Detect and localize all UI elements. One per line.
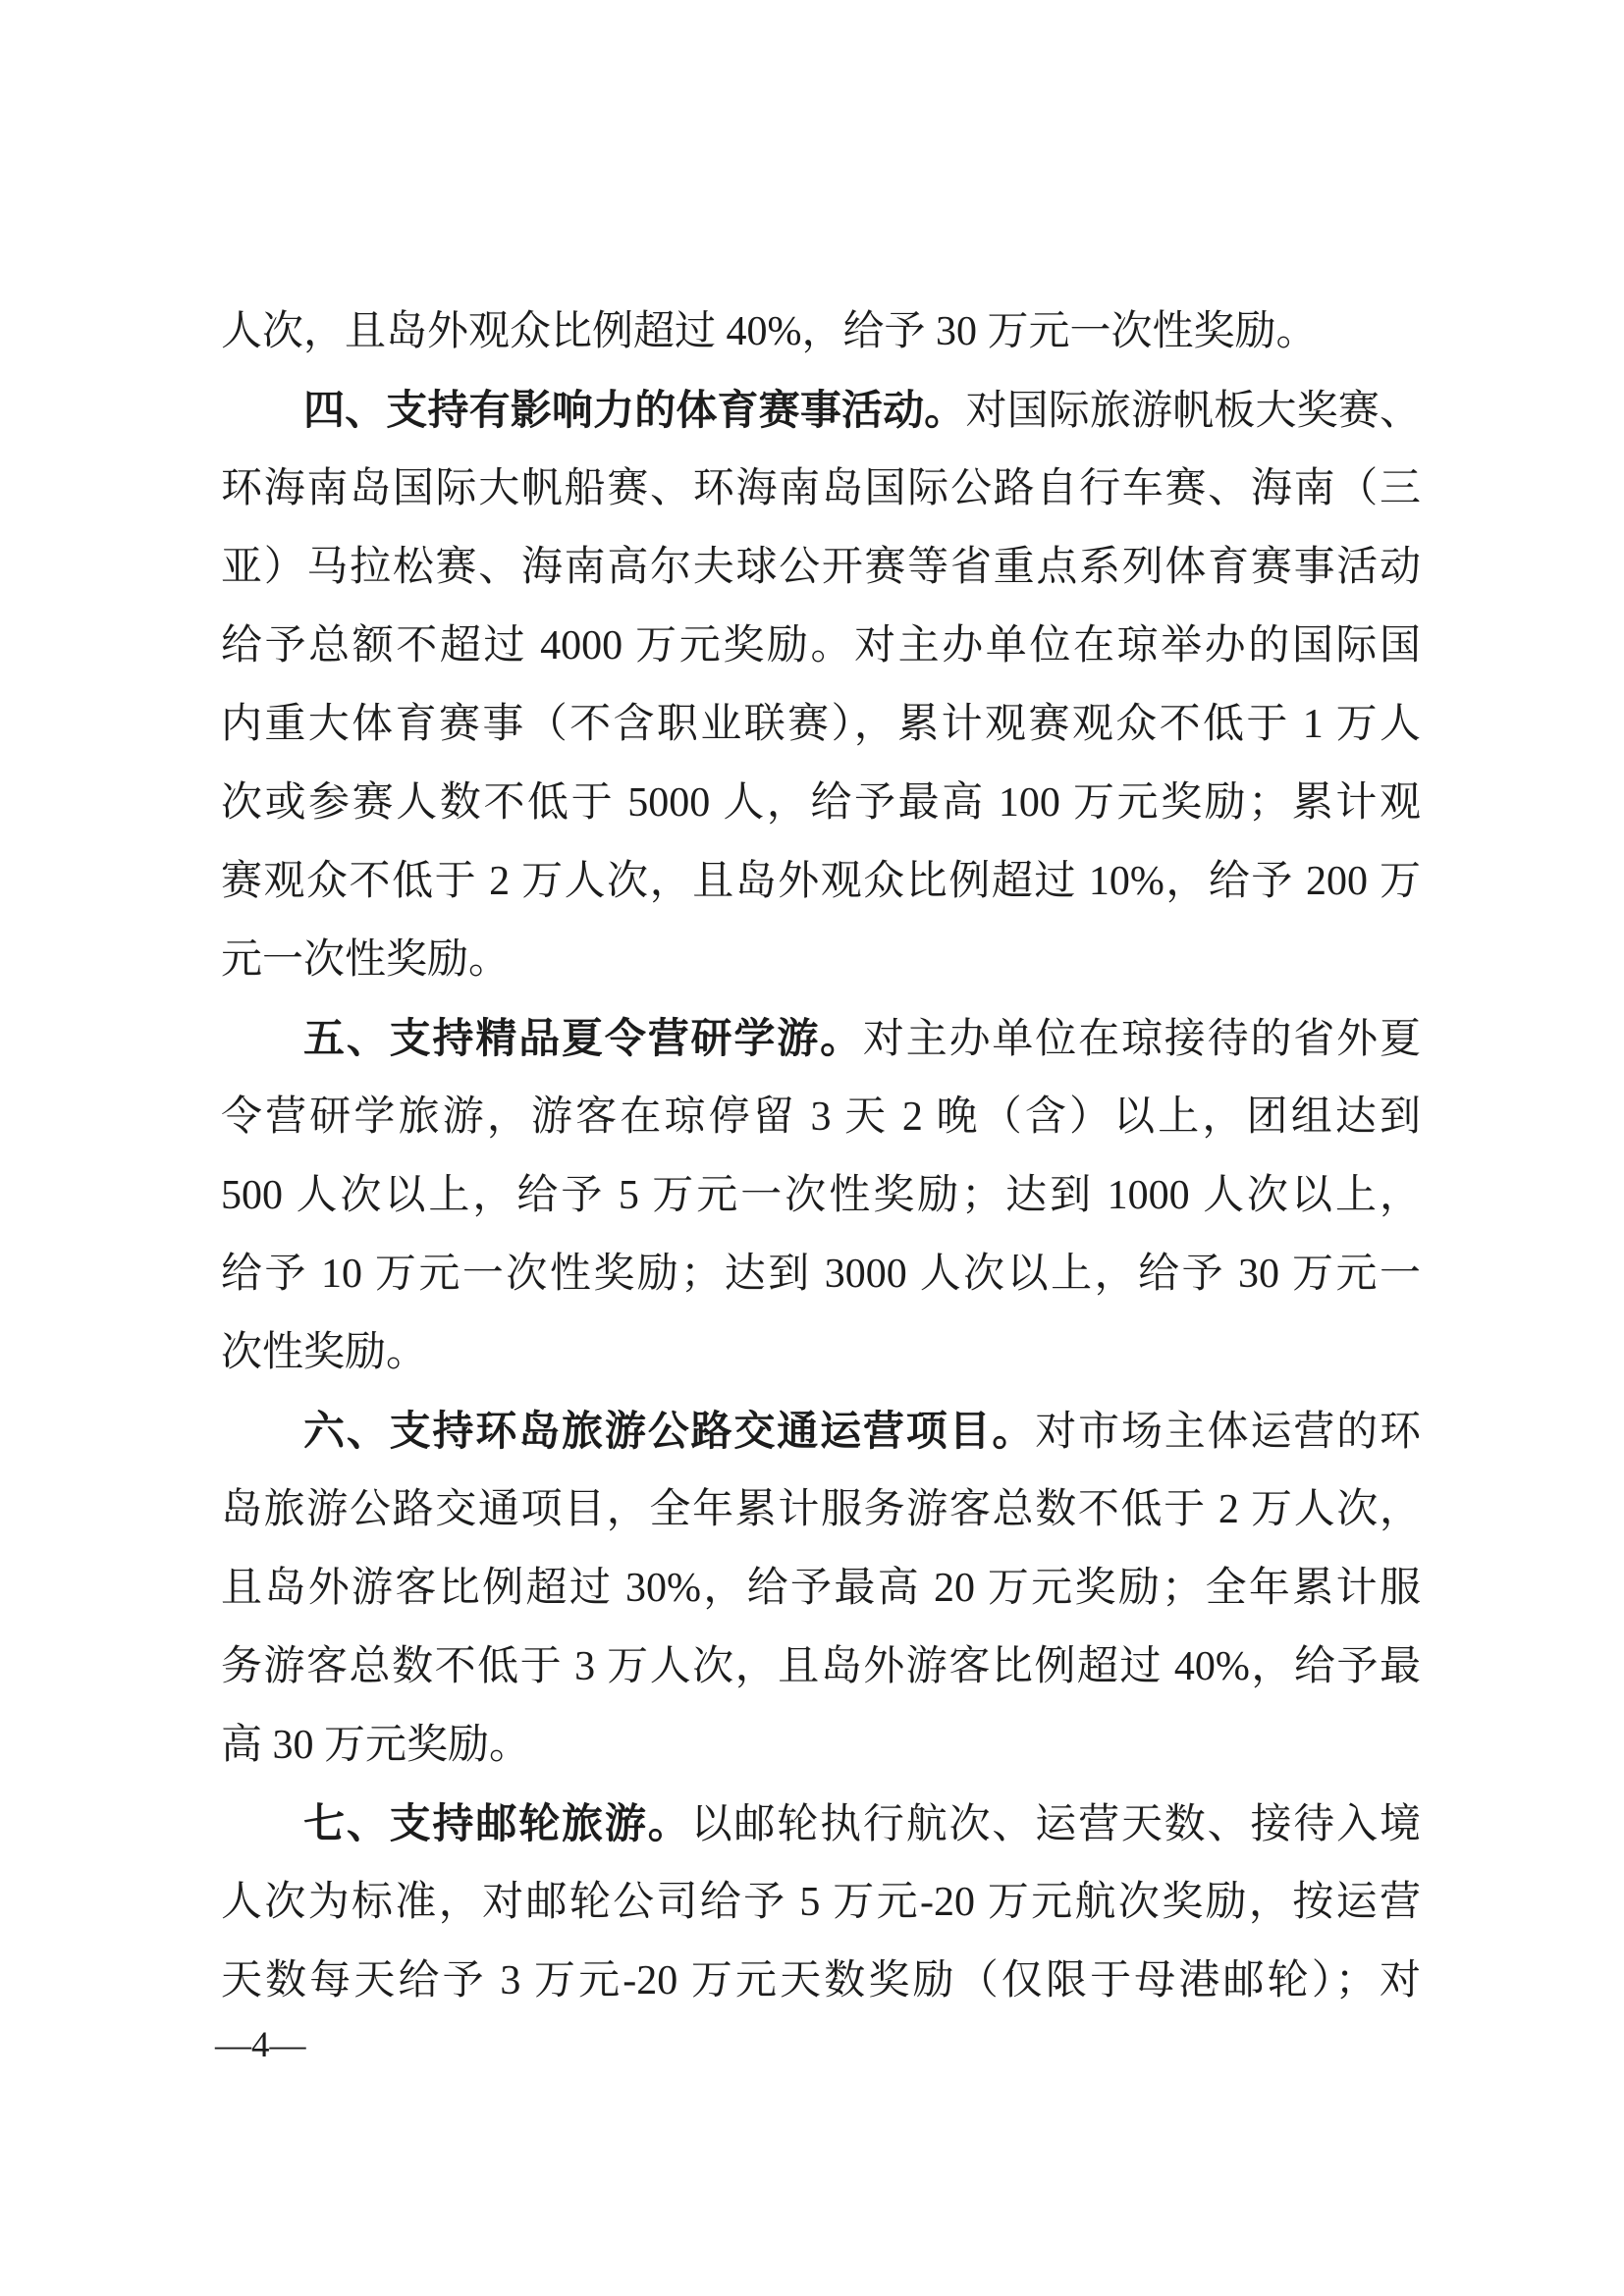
text-line: [221, 1706, 1421, 1785]
text-line: [221, 528, 1421, 607]
paragraph-text: 赛观众不低于 2 万人次，且岛外观众比例超过 10%，给予 200 万: [221, 859, 1421, 904]
text-line: [221, 685, 1421, 764]
paragraph-text: 内重大体育赛事（不含职业联赛），累计观赛观众不低于 1 万人: [221, 702, 1421, 747]
paragraph-text: 对市场主体运营的环: [1035, 1410, 1421, 1455]
text-line: [221, 371, 1421, 450]
paragraph-text: 对主办单位在琼接待的省外夏: [862, 1017, 1421, 1062]
paragraph-text: 500 人次以上，给予 5 万元一次性奖励；达到 1000 人次以上，: [221, 1173, 1421, 1218]
text-line: [221, 842, 1421, 921]
paragraph-text: 环海南岛国际大帆船赛、环海南岛国际公路自行车赛、海南（三: [221, 466, 1421, 511]
paragraph-text: 且岛外游客比例超过 30%，给予最高 20 万元奖励；全年累计服: [221, 1566, 1421, 1611]
paragraph-text: 岛旅游公路交通项目，全年累计服务游客总数不低于 2 万人次，: [221, 1487, 1421, 1532]
document-body: [221, 293, 1421, 2020]
paragraph-text: 人次，且岛外观众比例超过 40%，给予 30 万元一次性奖励。: [221, 309, 1318, 354]
paragraph-text: 人次为标准，对邮轮公司给予 5 万元-20 万元航次奖励，按运营: [221, 1880, 1421, 1925]
paragraph-text: 元一次性奖励。: [221, 937, 511, 983]
text-line: [221, 1470, 1421, 1549]
text-line: [221, 1863, 1421, 1942]
text-line: [221, 1628, 1421, 1706]
text-line: [221, 1549, 1421, 1628]
text-line: [221, 607, 1421, 685]
paragraph-text: 务游客总数不低于 3 万人次，且岛外游客比例超过 40%，给予最: [221, 1644, 1421, 1689]
paragraph-text: 对国际旅游帆板大奖赛、: [965, 389, 1421, 434]
paragraph-text: 高 30 万元奖励。: [221, 1723, 531, 1768]
paragraph-text: 给予 10 万元一次性奖励；达到 3000 人次以上，给予 30 万元一: [221, 1252, 1421, 1297]
paragraph-text: 给予总额不超过 4000 万元奖励。对主办单位在琼举办的国际国: [221, 623, 1421, 668]
section-heading: 四、支持有影响力的体育赛事活动。: [303, 387, 966, 433]
text-line: [221, 293, 1421, 371]
text-line: [221, 1392, 1421, 1470]
text-line: [221, 1235, 1421, 1313]
text-line: [221, 764, 1421, 842]
paragraph-text: 次或参赛人数不低于 5000 人，给予最高 100 万元奖励；累计观: [221, 780, 1421, 826]
page-number: —4—: [215, 2025, 306, 2065]
paragraph-text: 亚）马拉松赛、海南高尔夫球公开赛等省重点系列体育赛事活动: [221, 545, 1421, 590]
text-line: [221, 1785, 1421, 1863]
text-line: [221, 1078, 1421, 1156]
section-heading: 六、支持环岛旅游公路交通运营项目。: [303, 1408, 1036, 1454]
paragraph-text: 令营研学旅游，游客在琼停留 3 天 2 晚（含）以上，团组达到: [221, 1095, 1421, 1140]
text-line: [221, 450, 1421, 528]
text-line: [221, 1156, 1421, 1235]
text-line: [221, 1313, 1421, 1392]
section-heading: 五、支持精品夏令营研学游。: [303, 1015, 863, 1061]
text-line: [221, 999, 1421, 1078]
text-line: [221, 1942, 1421, 2020]
paragraph-text: 以邮轮执行航次、运营天数、接待入境: [690, 1802, 1421, 1847]
text-line: [221, 921, 1421, 999]
paragraph-text: 次性奖励。: [221, 1330, 428, 1375]
section-heading: 七、支持邮轮旅游。: [303, 1800, 691, 1846]
paragraph-text: 天数每天给予 3 万元-20 万元天数奖励（仅限于母港邮轮）；对: [221, 1958, 1421, 2003]
